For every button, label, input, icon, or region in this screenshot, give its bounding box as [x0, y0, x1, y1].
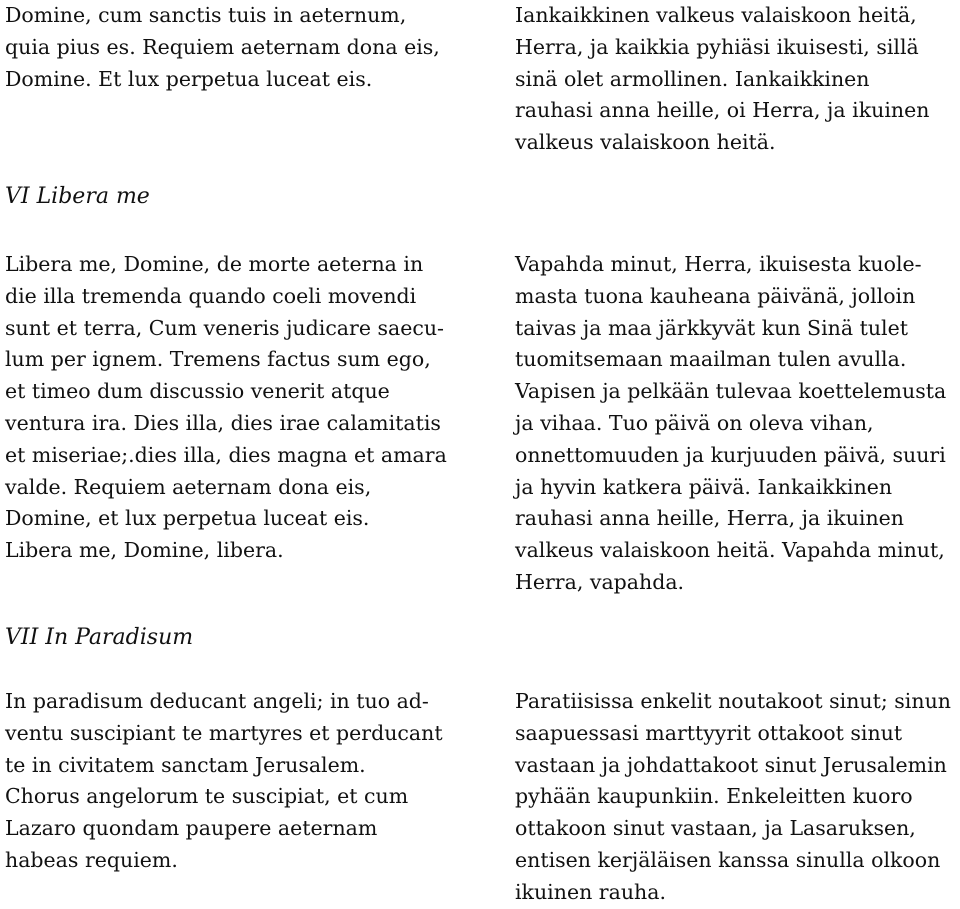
text-line: Herra, ja kaikkia pyhiäsi ikuisesti, sillä — [515, 34, 919, 59]
text-line: ikuinen rauha. — [515, 879, 666, 904]
section-heading: VII In Paradisum — [5, 625, 194, 650]
text-line: tuomitsemaan maailman tulen avulla. — [515, 347, 907, 372]
text-line: ventura ira. Dies illa, dies irae calamitatis — [5, 410, 441, 435]
section-latin-text — [5, 686, 443, 877]
text-line: quia pius es. Requiem aeternam dona eis, — [5, 34, 440, 59]
text-line: Herra, vapahda. — [515, 569, 685, 594]
text-line: valkeus valaiskoon heitä. Vapahda minut, — [515, 538, 945, 563]
text-line: Chorus angelorum te suscipiat, et cum — [5, 784, 409, 809]
text-line: vastaan ja johdattakoot sinut Jerusalemin — [515, 752, 947, 777]
text-line: taivas ja maa järkkyvät kun Sinä tulet — [515, 315, 908, 340]
section-latin-text — [5, 249, 447, 567]
text-line: Vapisen ja pelkään tulevaa koettelemusta — [515, 379, 947, 404]
text-line: habeas requiem. — [5, 847, 178, 872]
text-line: Lazaro quondam paupere aeternam — [5, 816, 378, 841]
text-line: pyhään kaupunkiin. Enkeleitten kuoro — [515, 784, 913, 809]
text-line: Domine, cum sanctis tuis in aeternum, — [5, 3, 407, 27]
text-line: Iankaikkinen valkeus valaiskoon heitä, — [515, 3, 917, 27]
text-line: ottakoon sinut vastaan, ja Lasaruksen, — [515, 816, 916, 841]
text-line: Vapahda minut, Herra, ikuisesta kuole- — [515, 252, 922, 276]
text-line: rauhasi anna heille, oi Herra, ja ikuinen — [515, 98, 930, 123]
text-line: entisen kerjäläisen kanssa sinulla olkoon — [515, 847, 941, 872]
text-line: te in civitatem sanctam Jerusalem. — [5, 752, 366, 777]
text-line: sunt et terra, Cum veneris judicare saecu- — [5, 315, 444, 340]
text-line: Libera me, Domine, de morte aeterna in — [5, 252, 424, 276]
text-line: die illa tremenda quando coeli movendi — [5, 283, 417, 308]
section-finnish-text — [515, 686, 951, 909]
text-line: ja vihaa. Tuo päivä on oleva vihan, — [515, 410, 874, 435]
text-line: lum per ignem. Tremens factus sum ego, — [5, 347, 431, 372]
section-heading: VI Libera me — [5, 184, 150, 209]
text-line: In paradisum deducant angeli; in tuo ad- — [5, 689, 429, 713]
text-line: valkeus valaiskoon heitä. — [515, 130, 776, 155]
text-line: masta tuona kauheana päivänä, jolloin — [515, 283, 916, 308]
text-line: et timeo dum discussio venerit atque — [5, 379, 390, 404]
text-line: onnettomuuden ja kurjuuden päivä, suuri — [515, 442, 946, 467]
text-line: valde. Requiem aeternam dona eis, — [5, 474, 372, 499]
text-line: sinä olet armollinen. Iankaikkinen — [515, 66, 870, 91]
text-line: Libera me, Domine, libera. — [5, 538, 284, 563]
text-line: ja hyvin katkera päivä. Iankaikkinen — [515, 474, 893, 499]
text-line: et miseriae;.dies illa, dies magna et amara — [5, 442, 447, 467]
intro-latin-text — [5, 0, 440, 95]
section-finnish-text — [515, 249, 946, 599]
text-line: ventu suscipiant te martyres et perducant — [5, 720, 443, 745]
intro-finnish-text — [515, 0, 929, 159]
text-line: saapuessasi marttyyrit ottakoot sinut — [515, 720, 903, 745]
text-line: Paratiisissa enkelit noutakoot sinut; sinun — [515, 689, 951, 713]
text-line: Domine, et lux perpetua luceat eis. — [5, 506, 370, 531]
text-line: Domine. Et lux perpetua luceat eis. — [5, 66, 373, 91]
text-line: rauhasi anna heille, Herra, ja ikuinen — [515, 506, 905, 531]
